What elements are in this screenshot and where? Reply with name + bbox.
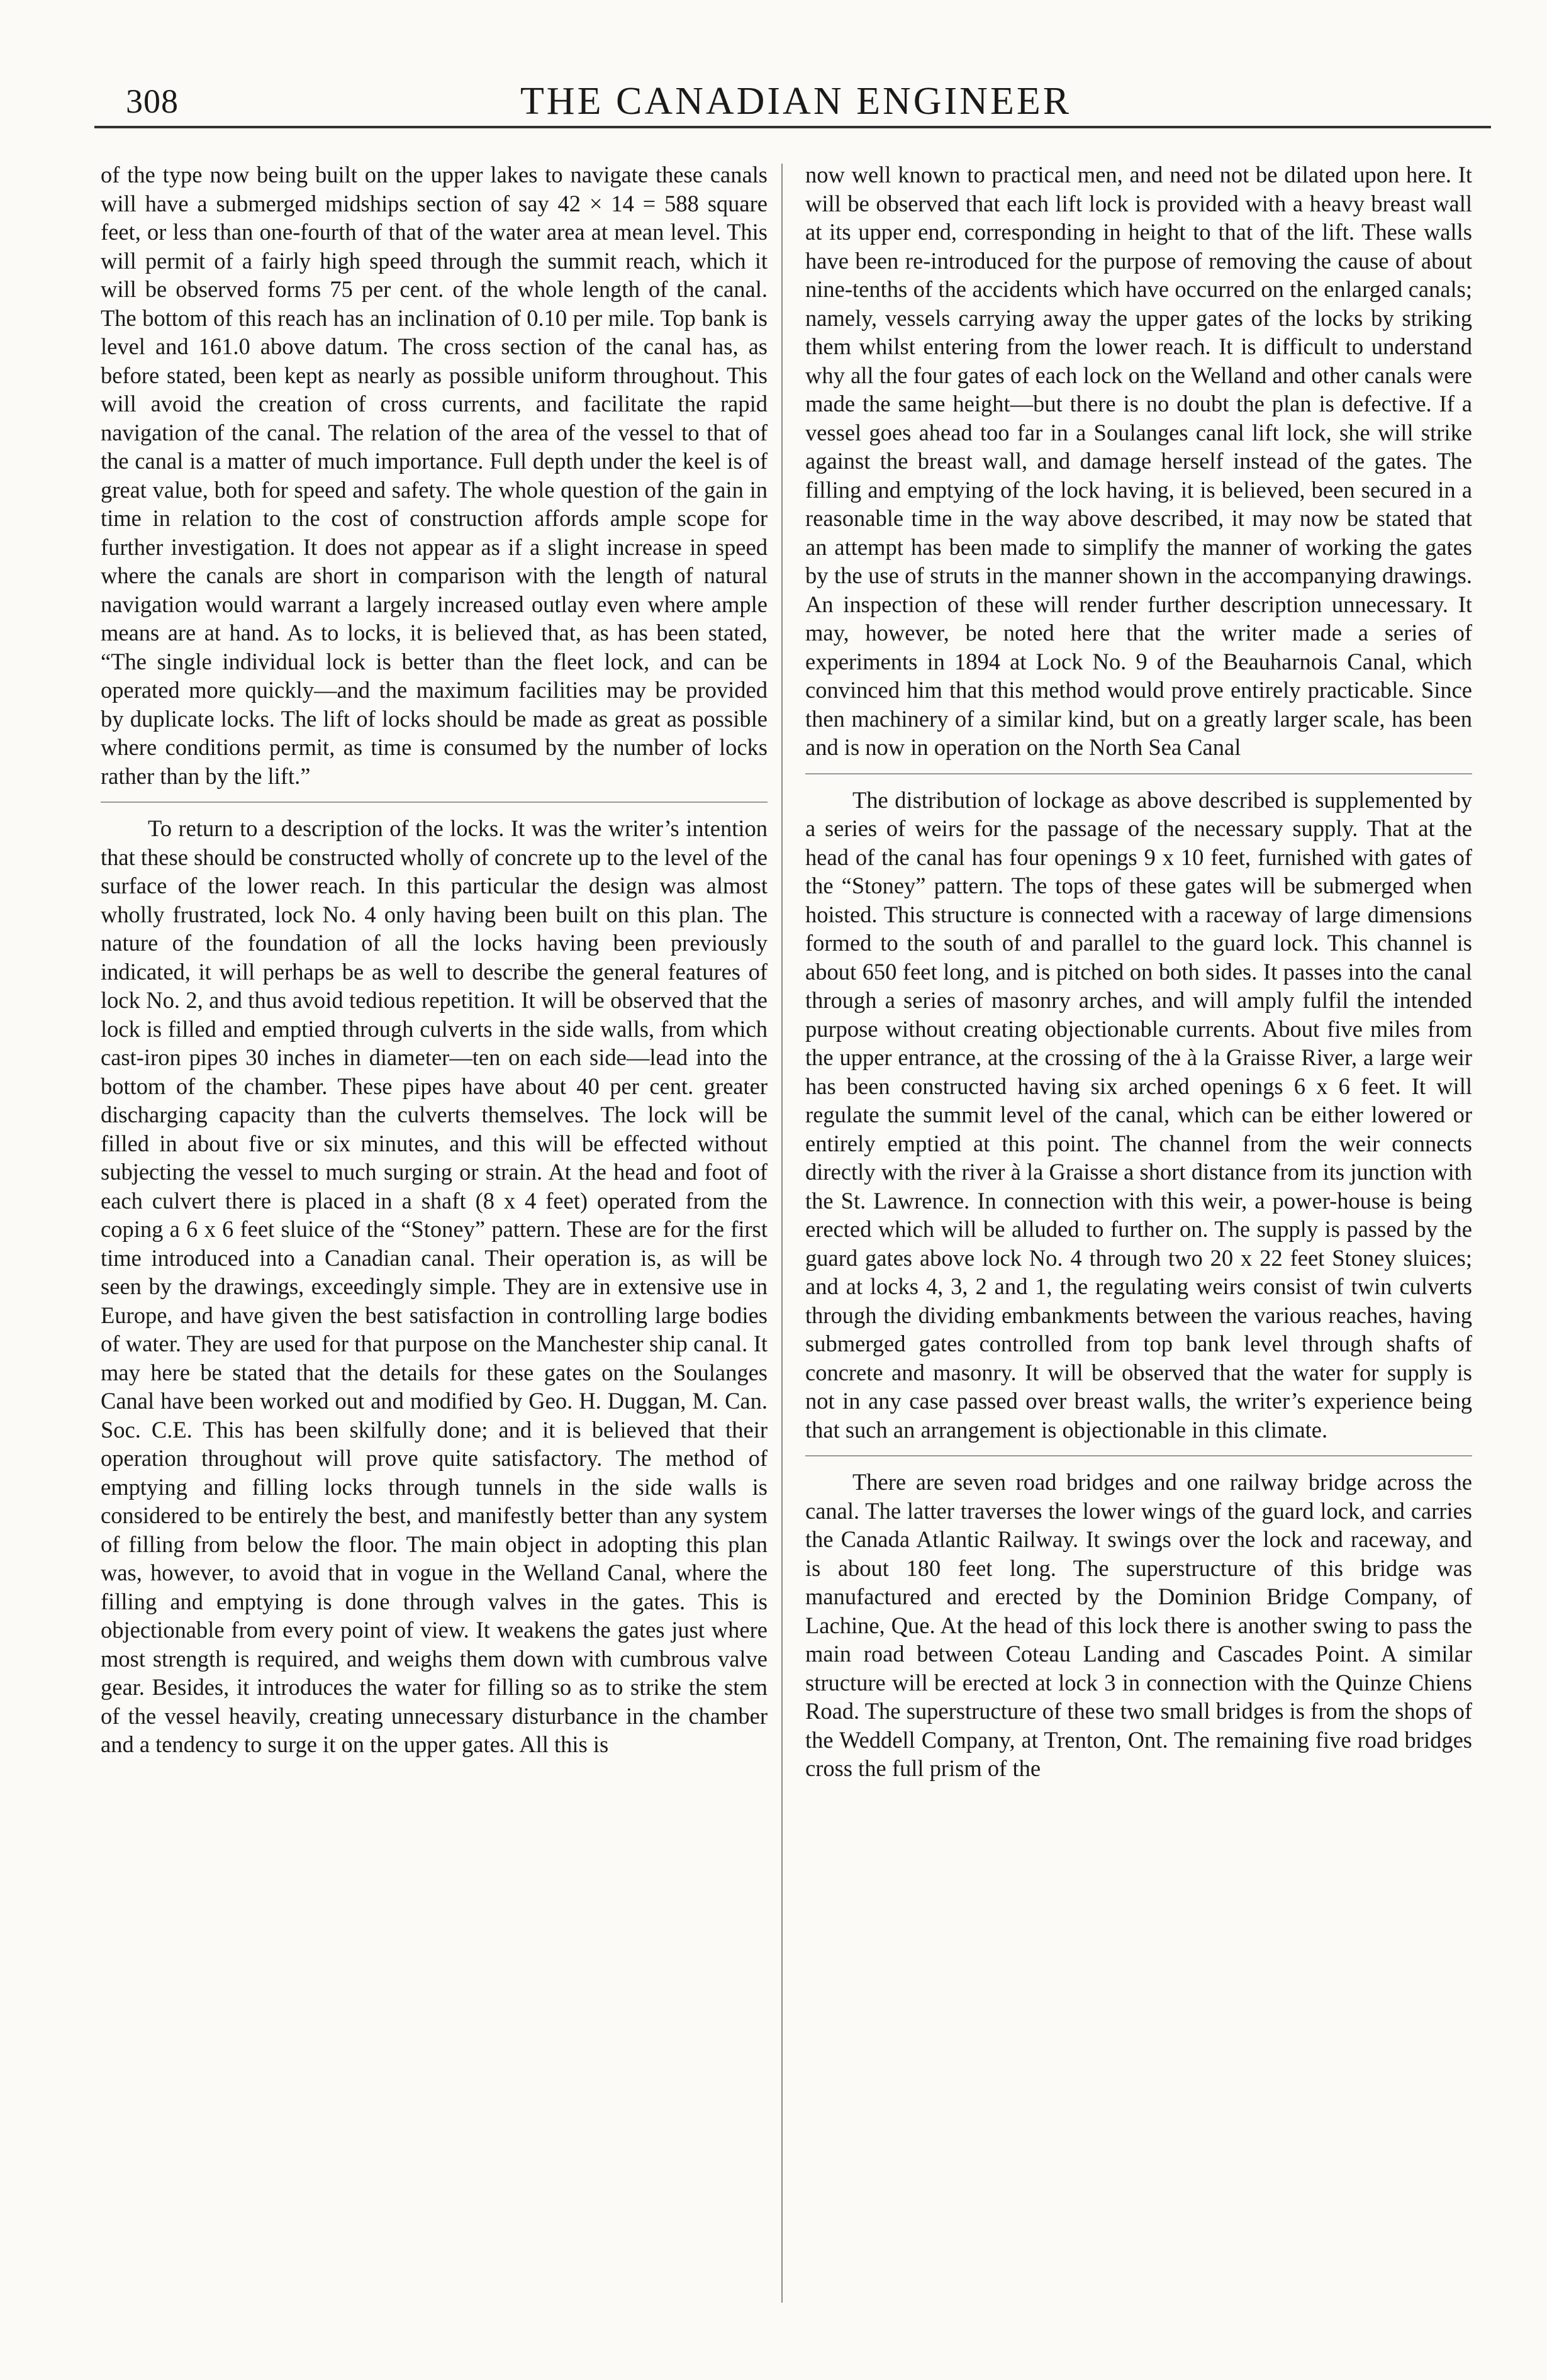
running-title: THE CANADIAN ENGINEER [520,80,1072,123]
page-header [101,74,1491,131]
paragraph-separator [805,1455,1472,1456]
page-number: 308 [126,82,179,120]
paragraph: now well known to practical men, and need not be dilated upon here. It will be observed that each lift lock is provided with a heavy breast wall at its upper end, corresponding in height to that of the lift. These walls have been re-introduced for the purpose of removing the cause of about nine-tenths of the accidents which have occurred on the enlarged canals; namely, vessels carrying away the upper gates of the locks by striking them whilst entering from the lower reach. It is difficult to understand why all the four gates of each lock on the Welland and other canals were made the same height—but there is no doubt the plan is defective. If a vessel goes ahead too far in a Soulanges canal lift lock, she will strike against the breast wall, and damage herself instead of the gates. The filling and emptying of the lock having, it is believed, been secured in a reasonable time in the way above described, it may now be stated that an attempt has been made to simplify the manner of working the gates by the use of struts in the manner shown in the accompanying drawings. An inspection of these will render further description unnecessary. It may, however, be noted here that the writer made a series of experiments in 1894 at Lock No. 9 of the Beauharnois Canal, which convinced him that this method would prove entirely practicable. Since then machinery of a similar kind, but on a greatly larger scale, has been and is now in operation on the North Sea Canal [805,162,1472,760]
column-divider [781,164,783,2303]
paragraph: The distribution of lockage as above described is supplemented by a series of weirs for the passage of the necessary supply. That at the head of the canal has four openings 9 x 10 feet, furnished with gates of the “Stoney” pattern. The tops of these gates will be submerged when hoisted. This structure is connected with a raceway of large dimensions formed to the south of and parallel to the guard lock. This channel is about 650 feet long, and is pitched on both sides. It passes into the canal through a series of masonry arches, and will amply fulfil the intended purpose without creating objectionable currents. About five miles from the upper entrance, at the crossing of the à la Graisse River, a large weir has been constructed having six arched openings 6 x 6 feet. It will regulate the summit level of the canal, which can be either lowered or entirely emptied at this point. The channel from the weir connects directly with the river à la Graisse a short distance from its junction with the St. Lawrence. In connection with this weir, a power-house is being erected which will be alluded to further on. The supply is passed by the guard gates above lock No. 4 through two 20 x 22 feet Stoney sluices; and at locks 4, 3, 2 and 1, the regulating weirs consist of twin culverts through the dividing embankments between the various reaches, having submerged gates controlled from top bank level through shafts of concrete and masonry. It will be observed that the water for supply is not in any case passed over breast walls, the writer’s experience being that such an arrangement is objectionable in this climate. [805,786,1472,1443]
paragraph: To return to a description of the locks. It was the writer’s intention that these should be constructed wholly of concrete up to the level of the surface of the lower reach. In this particular the design was almost wholly frustrated, lock No. 4 only having been built on this plan. The nature of the foundation of all the locks having been previously indicated, it will perhaps be as well to describe the general features of lock No. 2, and thus avoid tedious repetition. It will be observed that the lock is filled and emptied through culverts in the side walls, from which cast-iron pipes 30 inches in diameter—ten on each side—lead into the bottom of the chamber. These pipes have about 40 per cent. greater discharging capacity than the culverts themselves. The lock will be filled in about five or six minutes, and this will be effected without subjecting the vessel to much surging or strain. At the head and foot of each culvert there is placed in a shaft (8 x 4 feet) operated from the coping a 6 x 6 feet sluice of the “Stoney” pattern. These are for the first time introduced into a Canadian canal. Their operation is, as will be seen by the drawings, exceedingly simple. They are in extensive use in Europe, and have given the best satisfaction in controlling large bodies of water. They are used for that purpose on the Manchester ship canal. It may here be stated that the details for these gates on the Soulanges Canal have been worked out and modified by Geo. H. Duggan, M. Can. Soc. C.E. This has been skilfully done; and it is believed that their operation throughout will prove quite satisfactory. The method of emptying and filling locks through tunnels in the side walls is considered to be entirely the best, and manifestly better than any system of filling from below the floor. The main object in adopting this plan was, however, to avoid that in vogue in the Welland Canal, where the filling and emptying is done through valves in the gates. This is objectionable from every point of view. It weakens the gates just where most strength is required, and weighs them down with cumbrous valve gear. Besides, it introduces the water for filling so as to strike the stem of the vessel heavily, creating unnecessary disturbance in the chamber and a tendency to surge it on the upper gates. All this is [101,815,768,1757]
header-rule [94,126,1491,128]
paragraph-separator [101,802,768,803]
paragraph: There are seven road bridges and one railway bridge across the canal. The latter traverses the lower wings of the guard lock, and carries the Canada Atlantic Railway. It swings over the lock and raceway, and is about 180 feet long. The superstructure of this bridge was manufactured and erected by the Dominion Bridge Company, of Lachine, Que. At the head of this lock there is another swing to pass the main road between Coteau Landing and Cascades Point. A similar structure will be erected at lock 3 in connection with the Quinze Chiens Road. The superstructure of these two small bridges is from the shops of the Weddell Company, at Trenton, Ont. The remaining five road bridges cross the full prism of the [805,1469,1472,1781]
right-column [805,160,1472,1783]
paragraph-separator [805,773,1472,774]
paragraph: of the type now being built on the upper lakes to navigate these canals will have a submerged midships section of say 42 × 14 = 588 square feet, or less than one-fourth of that of the water area at mean level. This will permit of a fairly high speed through the summit reach, which it will be observed forms 75 per cent. of the whole length of the canal. The bottom of this reach has an inclination of 0.10 per mile. Top bank is level and 161.0 above datum. The cross section of the canal has, as before stated, been kept as nearly as possible uniform throughout. This will avoid the creation of cross currents, and facilitate the rapid navigation of the canal. The relation of the area of the vessel to that of the canal is a matter of much importance. Full depth under the keel is of great value, both for speed and safety. The whole question of the gain in time in relation to the cost of construction affords ample scope for further investigation. It does not appear as if a slight increase in speed where the canals are short in comparison with the length of natural navigation would warrant a largely increased outlay even where ample means are at hand. As to locks, it is believed that, as has been stated, “The single individual lock is better than the fleet lock, and can be operated more quickly—and the maximum facilities may be provided by duplicate locks. The lift of locks should be made as great as possible where conditions permit, as time is consumed by the number of locks rather than by the lift.” [101,162,768,789]
left-column [101,160,768,1759]
